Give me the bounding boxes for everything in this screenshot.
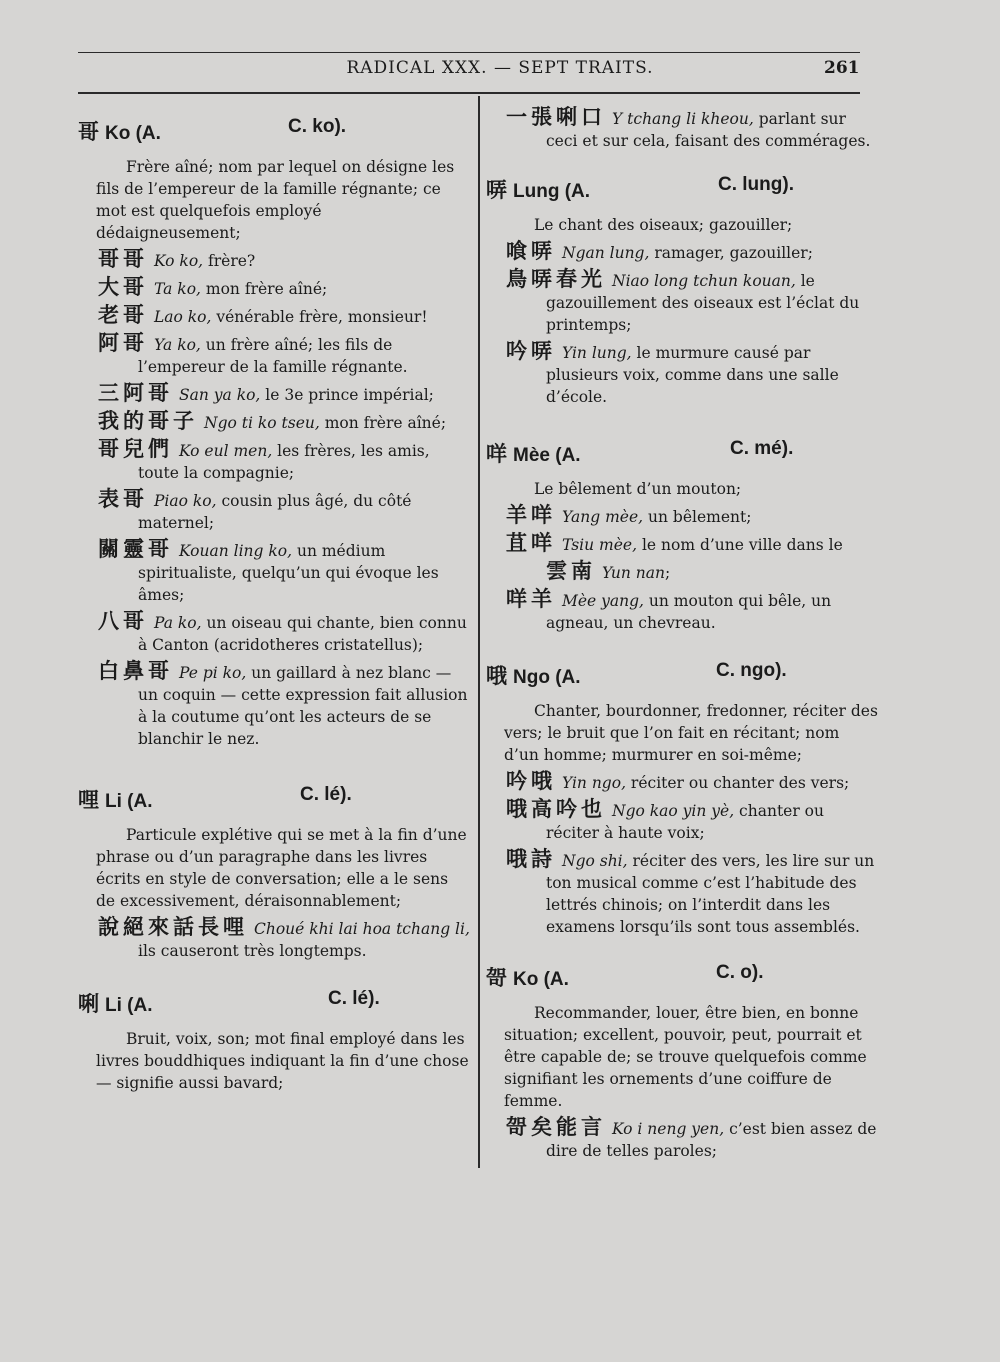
entry-head [78,116,470,146]
entry-head [486,660,878,690]
left-column [78,100,470,1098]
headword-amoy: Lung (A. [513,181,591,202]
sub-entry: 哥哥 Ko ko, frère? [98,247,256,271]
sub-entry: 八哥 Pa ko, un oiseau qui chante, bien connu à Canton (acridotheres cristatellus); [98,609,467,654]
definition: Chanter, bourdonner, fredonner, réciter des vers; le bruit que l’on fait en récitant; nom d’un homme; murmurer en soi-même; [504,702,878,764]
headword-amoy: Mèe (A. [513,445,581,466]
headword-char: 哥 [78,120,99,144]
definition: Le bêlement d’un mouton; [534,480,742,498]
headword-canton: C. lung). [718,174,794,195]
sub-entry: 咩羊 Mèe yang, un mouton qui bêle, un agneau, un chevreau. [506,587,832,632]
headword-char: 哢 [486,178,507,202]
sub-entry: 哦高吟也 Ngo kao yin yè, chanter ou réciter à haute voix; [506,797,824,842]
entry-lung [486,174,878,408]
sub-entry: 吟哦 Yin ngo, réciter ou chanter des vers; [506,769,850,793]
sub-entry: 哿矣能言 Ko i neng yen, c’est bien assez de dire de telles paroles; [506,1115,877,1160]
page-number: 261 [824,58,860,78]
headword-amoy: Li (A. [105,791,153,812]
sub-entry: 老哥 Lao ko, vénérable frère, monsieur! [98,303,428,327]
definition: Recommander, louer, être bien, en bonne situation; excellent, pouvoir, peut, pourrait et être capable de; se trouve quelquefois comme signifiant les ornements d’une coiffure de femme. [504,1004,867,1110]
sub-entry: 哦詩 Ngo shi, réciter des vers, les lire sur un ton musical comme c’est l’habitude des lettrés chinois; on l’interdit dans les examens lorsqu’ils sont tous assemblés. [506,847,875,936]
headword-canton: C. o). [716,962,764,983]
sub-entry: 苴咩 Tsiu mèe, le nom d’une ville dans le [506,531,843,555]
sub-entry: 雲南 Yun nan; [546,559,671,583]
headword-canton: C. ko). [288,116,347,137]
sub-entry: 我的哥子 Ngo ti ko tseu, mon frère aîné; [98,409,447,433]
sub-entry: 哥兒們 Ko eul men, les frères, les amis, toute la compagnie; [98,437,430,482]
headword-amoy: Li (A. [105,995,153,1016]
headword-char: 唎 [78,992,99,1016]
entry-head [78,784,470,814]
right-column [486,100,878,1166]
continued-sub-entry: 一張唎口 Y tchang li kheou, parlant sur ceci et sur cela, faisant des commérages. [506,105,871,150]
entry-head [486,962,878,992]
headword-char: 哦 [486,664,507,688]
entry-ko [78,116,470,750]
sub-entry: 阿哥 Ya ko, un frère aîné; les fils de l’empereur de la famille régnante. [98,331,408,376]
headword-canton: C. mé). [730,438,794,459]
headword-canton: C. lé). [328,988,380,1009]
headword-amoy: Ko (A. [105,123,161,144]
sub-entry: 白鼻哥 Pe pi ko, un gaillard à nez blanc — un coquin — cette expression fait allusion à la coutume qu’ont les acteurs de se blanchir le nez. [98,659,468,748]
entry-ngo [486,660,878,938]
entry-ko-2 [486,962,878,1162]
sub-entry: 說絕來話長哩 Choué khi lai hoa tchang li, ils causeront très longtemps. [98,915,470,960]
column-divider [478,96,480,1168]
headword-char: 哩 [78,788,99,812]
entry-mee [486,438,878,634]
entry-li-2 [78,988,470,1094]
entry-head [78,988,470,1018]
sub-entry: 喰哢 Ngan lung, ramager, gazouiller; [506,239,813,263]
entry-head [486,174,878,204]
headword-canton: C. lé). [300,784,352,805]
definition: Frère aîné; nom par lequel on désigne les fils de l’empereur de la famille régnante; ce mot est quelquefois employé dédaigneusement; [96,158,455,242]
definition: Le chant des oiseaux; gazouiller; [534,216,793,234]
sub-entry: 表哥 Piao ko, cousin plus âgé, du côté maternel; [98,487,412,532]
sub-entry: 三阿哥 San ya ko, le 3e prince impérial; [98,381,434,405]
entry-li [78,784,470,962]
header-rule [78,92,860,94]
running-header: RADICAL XXX. — SEPT TRAITS. [346,58,654,78]
sub-entry: 大哥 Ta ko, mon frère aîné; [98,275,328,299]
definition: Particule explétive qui se met à la fin d’une phrase ou d’un paragraphe dans les livres écrits en style de conversation; elle a le sens de excessivement, déraisonnablement; [96,826,467,910]
headword-amoy: Ko (A. [513,969,569,990]
sub-entry: 關靈哥 Kouan ling ko, un médium spiritualiste, quelqu’un qui évoque les âmes; [98,537,439,604]
headword-amoy: Ngo (A. [513,667,581,688]
sub-entry: 吟哢 Yin lung, le murmure causé par plusieurs voix, comme dans une salle d’école. [506,339,839,406]
headword-char: 哿 [486,966,507,990]
definition: Bruit, voix, son; mot final employé dans les livres bouddhiques indiquant la fin d’une chose — signifie aussi bavard; [96,1030,469,1092]
headword-char: 咩 [486,442,507,466]
headword-canton: C. ngo). [716,660,787,681]
entry-head [486,438,878,468]
sub-entry: 鳥哢春光 Niao long tchun kouan, le gazouillement des oiseaux est l’éclat du printemps; [506,267,860,334]
top-rule [78,52,860,53]
sub-entry: 羊咩 Yang mèe, un bêlement; [506,503,752,527]
